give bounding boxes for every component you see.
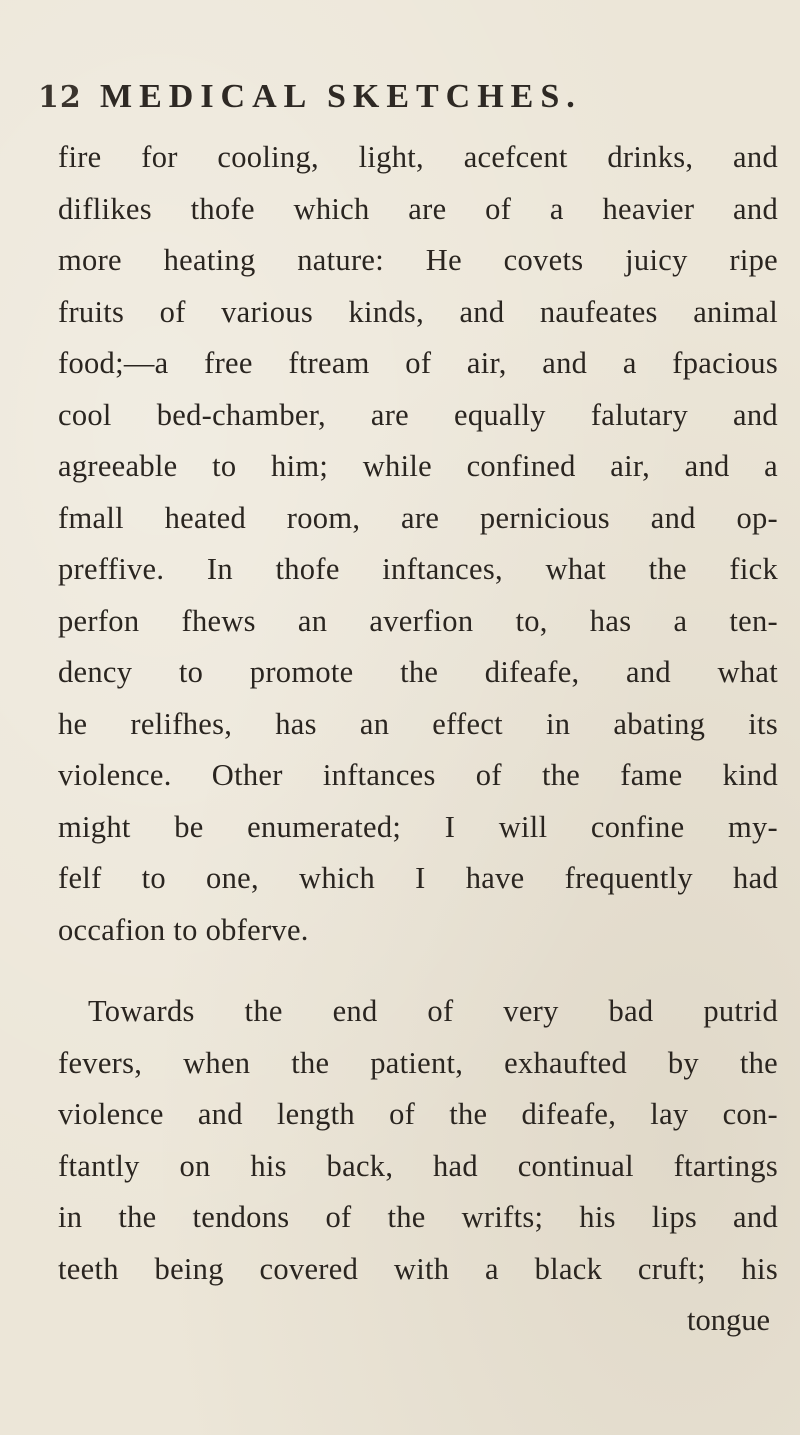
text-line: fire for cooling, light, acefcent drinks, and xyxy=(58,140,778,174)
text-line: fmall heated room, are pernicious and op- xyxy=(58,500,778,535)
text-line: more heating nature: He covets juicy ripe xyxy=(58,243,778,277)
text-line: ftantly on his back, had continual ftartings xyxy=(58,1148,778,1183)
text-line: teeth being covered with a black cruft; his xyxy=(58,1251,778,1286)
catchword: tongue xyxy=(686,1303,770,1337)
text-line: violence. Other inftances of the fame kind xyxy=(58,758,778,792)
running-head xyxy=(38,78,738,118)
text-line: dency to promote the difeafe, and what xyxy=(58,655,778,689)
text-line: Towards the end of very bad putrid xyxy=(88,994,778,1028)
text-line: diflikes thofe which are of a heavier and xyxy=(58,191,778,226)
running-title: MEDICAL SKETCHES. xyxy=(100,78,582,115)
text-line: fruits of various kinds, and naufeates animal xyxy=(58,294,778,329)
page-number: 12 xyxy=(38,80,82,115)
text-line: agreeable to him; while confined air, and a xyxy=(58,449,778,483)
text-line: he relifhes, has an effect in abating its xyxy=(58,706,778,741)
text-line: perfon fhews an averfion to, has a ten- xyxy=(58,603,778,638)
text-line: violence and length of the difeafe, lay con- xyxy=(58,1097,778,1131)
text-line: fevers, when the patient, exhaufted by the xyxy=(58,1045,778,1080)
text-line: preffive. In thofe inftances, what the fick xyxy=(58,552,778,586)
text-line: cool bed-chamber, are equally falutary and xyxy=(58,397,778,432)
text-line: felf to one, which I have frequently had xyxy=(58,861,778,895)
text-line: food;—a free ftream of air, and a fpacious xyxy=(58,346,778,380)
text-line: might be enumerated; I will confine my- xyxy=(58,809,778,844)
body-text xyxy=(58,132,778,1347)
text-line: occafion to obferve. xyxy=(58,912,309,947)
text-line: in the tendons of the wrifts; his lips and xyxy=(58,1200,778,1234)
